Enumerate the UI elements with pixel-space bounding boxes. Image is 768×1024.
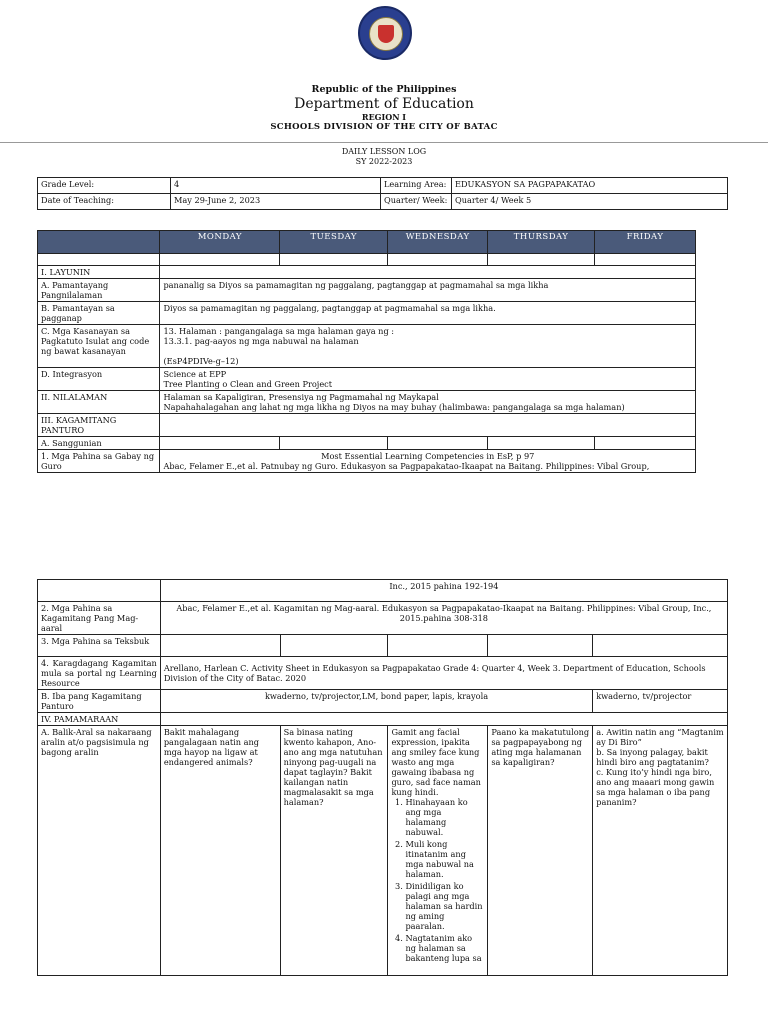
kasanayan-line2: 13.3.1. pag-aayos ng mga nabuwal na halaman: [163, 336, 359, 346]
lesson-table-1: [37, 230, 696, 473]
friday-item-a: a. Awitin natin ang “Magtanim ay Di Biro”: [596, 727, 724, 747]
area-label: Learning Area:: [381, 178, 452, 194]
friday-item-b: b. Sa inyong palagay, bakit hindi biro ang pagtatanim?: [596, 747, 709, 767]
gabay-continued: Inc., 2015 pahina 192-194: [160, 580, 727, 602]
kasanayan-value: [160, 325, 696, 368]
header-divider: [0, 142, 768, 143]
republic-line: Republic of the Philippines: [311, 84, 457, 95]
quarter-label: Quarter/ Week:: [381, 194, 452, 210]
kasanayan-line1: 13. Halaman : pangangalaga sa mga halaman gaya ng :: [163, 326, 395, 336]
date-label: Date of Teaching:: [38, 194, 171, 210]
list-item: 3. Dinidiligan ko palagi ang mga halaman sa hardin ng aming paaralan.: [405, 881, 484, 931]
gabay-line2: Abac, Felamer E.,et al. Patnubay ng Guro. Edukasyon sa Pagpapakatao-Ikaapat na Baitang. Philippines: Vibal Group,: [163, 461, 650, 471]
list-item: 1. Hinahayaan ko ang mga halamang nabuwal.: [405, 797, 484, 837]
pagganap-label: B. Pamantayan sa pagganap: [38, 302, 160, 325]
region-line: REGION I: [361, 112, 407, 122]
monday-balik-aral: Bakit mahalagang pangalagaan natin ang mga hayop na ligaw at endangered animals?: [160, 726, 280, 976]
teksbuk-label: 3. Mga Pahina sa Teksbuk: [38, 635, 161, 657]
kasanayan-label: C. Mga Kasanayan sa Pagkatuto Isulat ang code ng bawat kasanayan: [38, 325, 160, 368]
thursday-balik-aral: Paano ka makatutulong sa pagpapayabong ng ating mga halamanan sa kapaligiran?: [488, 726, 593, 976]
header-corner: [38, 231, 160, 254]
day-header-monday: MONDAY: [160, 231, 280, 254]
integrasyon-line1: Science at EPP: [163, 369, 227, 379]
integrasyon-label: D. Integrasyon: [38, 368, 160, 391]
list-item: 4. Nagtatanim ako ng halaman sa bakanteng lupa sa: [405, 933, 484, 963]
kagamitan-mag-aaral-label: 2. Mga Pahina sa Kagamitang Pang Mag-aaral: [38, 602, 161, 635]
integrasyon-line2: Tree Planting o Clean and Green Project: [163, 379, 333, 389]
kasanayan-code: (EsP4PDIVe-g–12): [163, 356, 239, 366]
kagamitan-mag-aaral-value: Abac, Felamer E.,et al. Kagamitan ng Mag-aaral. Edukasyon sa Pagpapakatao-Ikaapat na Baitang. Philippines: Vibal Group, Inc., 2015.pahina 308-318: [160, 602, 727, 635]
grade-label: Grade Level:: [38, 178, 171, 194]
day-header-thursday: THURSDAY: [488, 231, 595, 254]
department-title: Department of Education: [294, 96, 474, 112]
wednesday-balik-aral: [388, 726, 488, 976]
iba-pang-friday: kwaderno, tv/projector: [593, 690, 728, 713]
school-year: SY 2022-2023: [355, 157, 413, 166]
day-header-friday: FRIDAY: [595, 231, 696, 254]
date-value: May 29-June 2, 2023: [171, 194, 381, 210]
layunin-label: I. LAYUNIN: [38, 266, 160, 279]
nilalaman-line1: Halaman sa Kapaligiran, Presensiya ng Pagmamahal ng Maykapal: [163, 392, 439, 402]
gabay-line1: Most Essential Learning Competencies in EsP, p 97: [321, 451, 535, 461]
lesson-table-2: [37, 579, 728, 976]
wednesday-list: [391, 797, 484, 963]
wednesday-intro: Gamit ang facial expression, ipakita ang smiley face kung wasto ang mga gawaing ibabasa ng guro, sad face naman kung hindi.: [391, 727, 481, 797]
pamantayang-label: A. Pamantayang Pangnilalaman: [38, 279, 160, 302]
balik-aral-label: A. Balik-Aral sa nakaraang aralin at/o pagsisimula ng bagong aralin: [38, 726, 161, 976]
iba-pang-label: B. Iba pang Kagamitang Panturo: [38, 690, 161, 713]
karagdagang-label: 4. Karagdagang Kagamitan mula sa portal ng Learning Resource: [38, 657, 161, 690]
tuesday-balik-aral: Sa binasa nating kwento kahapon, Ano-ano ang mga natutuhan ninyong pag-uugali na dapat taglayin? Bakit kailangan natin magmalasakit sa mga halaman?: [280, 726, 388, 976]
nilalaman-line2: Napahahalagahan ang lahat ng mga likha ng Diyos na may buhay (halimbawa: pangangalaga sa mga halaman): [163, 402, 625, 412]
day-header-wednesday: WEDNESDAY: [388, 231, 488, 254]
sanggunian-label: A. Sanggunian: [38, 437, 160, 450]
log-title: DAILY LESSON LOG: [341, 147, 427, 156]
pamantayang-value: pananalig sa Diyos sa pamamagitan ng paggalang, pagtanggap at pagmamahal sa mga likha: [160, 279, 696, 302]
karagdagang-value: Arellano, Harlean C. Activity Sheet in Edukasyon sa Pagpapakatao Grade 4: Quarter 4, Week 3. Department of Education, Schools Division of the City of Batac. 2020: [160, 657, 727, 690]
day-header-tuesday: TUESDAY: [280, 231, 388, 254]
deped-seal: [358, 6, 412, 60]
division-line: SCHOOLS DIVISION OF THE CITY OF BATAC: [270, 122, 498, 132]
list-item: 2. Muli kong itinatanim ang mga nabuwal na halaman.: [405, 839, 484, 879]
grade-value: 4: [171, 178, 381, 194]
nilalaman-label: II. NILALAMAN: [38, 391, 160, 414]
gabay-label: 1. Mga Pahina sa Gabay ng Guro: [38, 450, 160, 473]
area-value: EDUKASYON SA PAGPAPAKATAO: [452, 178, 728, 194]
pamamaraan-label: IV. PAMAMARAAN: [38, 713, 161, 726]
kagamitan-label: III. KAGAMITANG PANTURO: [38, 414, 160, 437]
friday-item-c: c. Kung ito’y hindi nga biro, ano ang maaari mong gawin sa mga halaman o iba pang pananim?: [596, 767, 715, 807]
info-table: [37, 177, 728, 210]
pagganap-value: Diyos sa pamamagitan ng paggalang, pagtanggap at pagmamahal sa mga likha.: [160, 302, 696, 325]
quarter-value: Quarter 4/ Week 5: [452, 194, 728, 210]
friday-balik-aral: [593, 726, 728, 976]
iba-pang-value: kwaderno, tv/projector,LM, bond paper, lapis, krayola: [160, 690, 592, 713]
